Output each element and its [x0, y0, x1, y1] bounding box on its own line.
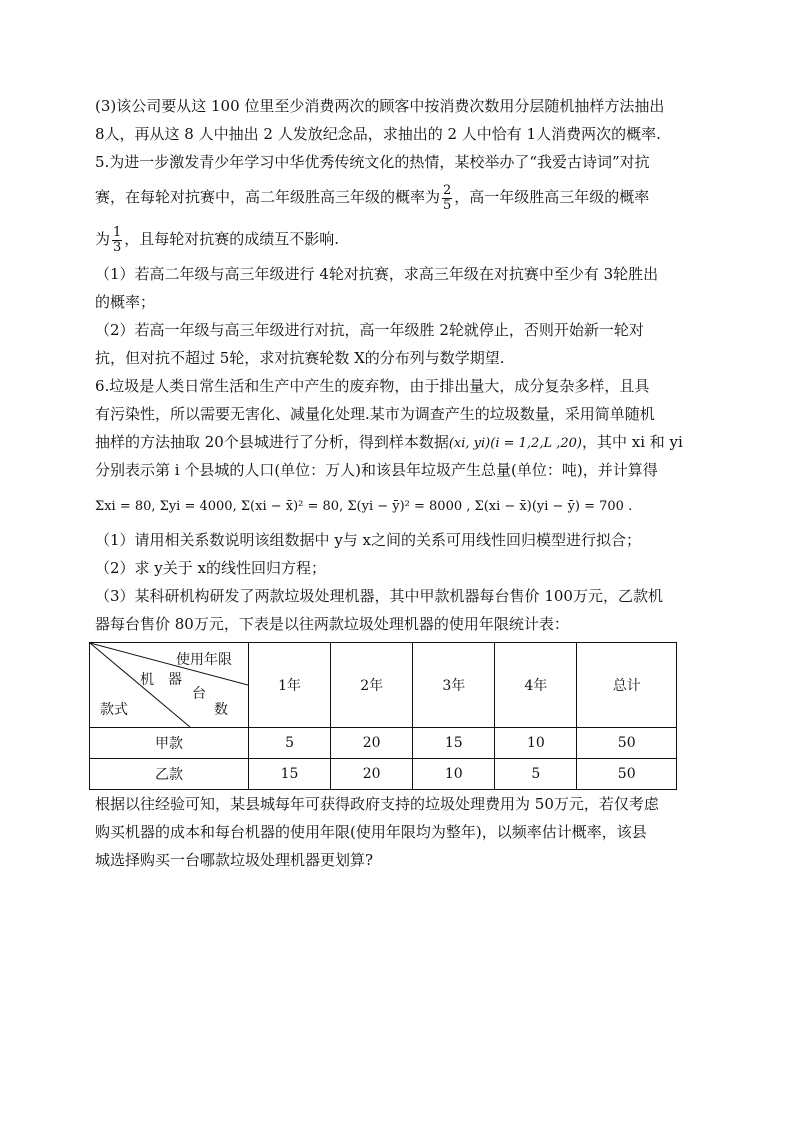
- table-cell: 50: [577, 728, 677, 759]
- table-cell: 50: [577, 759, 677, 790]
- problem-6-intro: 6.垃圾是人类日常生活和生产中产生的废弃物，由于排出量大，成分复杂多样，且具: [95, 377, 650, 395]
- text-line: （2）求 y关于 x的线性回归方程；: [95, 559, 327, 577]
- text-line: （1）请用相关系数说明该组数据中 y与 x之间的关系可用线性回归模型进行拟合；: [95, 531, 642, 549]
- column-header: 总计: [577, 643, 677, 728]
- text-line: 抽样的方法抽取 20个县城进行了分析，得到样本数据(xi, yi)(i = 1,2,L ,20)，其中 xi 和 yi: [95, 433, 683, 451]
- summation-formula-line: [95, 484, 695, 526]
- table-row: [90, 728, 677, 759]
- text-line: 购买机器的成本和每台机器的使用年限(使用年限均为整年)，以频率估计概率，该县: [95, 823, 647, 841]
- diagonal-header-cell: [90, 643, 249, 728]
- text-line: 8人，再从这 8 人中抽出 2 人发放纪念品，求抽出的 2 人中恰有 1人消费两次的概率.: [95, 125, 661, 143]
- text-line: (3)该公司要从这 100 位里至少消费两次的顾客中按消费次数用分层随机抽样方法抽出: [95, 97, 665, 115]
- row-label: 甲款: [90, 728, 249, 759]
- summation-formula: Σxi = 80, Σyi = 4000, Σ(xi − x̄)² = 80, Σ(yi − ȳ)² = 8000 , Σ(xi − x̄)(yi − ȳ) = 700 .: [95, 499, 633, 514]
- table-cell: 20: [331, 728, 413, 759]
- text-line: （2）若高一年级与高三年级进行对抗，高一年级胜 2轮就停止，否则开始新一轮对: [95, 321, 644, 339]
- header-model: 款式: [100, 702, 128, 718]
- table-row: [90, 759, 677, 790]
- text-line: 分别表示第 i 个县城的人口(单位：万人)和该县年垃圾产生总量(单位：吨)，并计算得: [95, 461, 658, 479]
- header-count: 数: [214, 702, 228, 718]
- header-usage-years: 使用年限: [176, 652, 232, 668]
- table-cell: 15: [413, 728, 495, 759]
- fraction-2-5: $\frac{2}{5}$: [443, 182, 452, 213]
- row-label: 乙款: [90, 759, 249, 790]
- text-line: 有污染性，所以需要无害化、减量化处理.某市为调查产生的垃圾数量，采用简单随机: [95, 405, 655, 423]
- header-machine: 机 器: [140, 672, 182, 688]
- column-header: 2年: [331, 643, 413, 728]
- text-line: 器每台售价 80万元，下表是以往两款垃圾处理机器的使用年限统计表：: [95, 615, 569, 633]
- text-line-with-fraction: 为 $\frac{1}{3}$ ，且每轮对抗赛的成绩互不影响.: [95, 224, 340, 255]
- text-line-with-fraction: 赛，在每轮对抗赛中，高二年级胜高三年级的概率为 $\frac{2}{5}$ ，高一年级胜高三年级的概率: [95, 182, 650, 213]
- fraction-1-3: $\frac{1}{3}$: [113, 224, 122, 255]
- table-cell: 20: [331, 759, 413, 790]
- table-cell: 5: [249, 728, 331, 759]
- document-page: [95, 92, 695, 874]
- table-cell: 10: [413, 759, 495, 790]
- column-header: 1年: [249, 643, 331, 728]
- table-cell: 10: [495, 728, 577, 759]
- sample-data-formula: (xi, yi)(i = 1,2,L ,20): [448, 436, 582, 451]
- column-header: 4年: [495, 643, 577, 728]
- header-tai: 台: [192, 686, 206, 702]
- problem-5-intro: 5.为进一步激发青少年学习中华优秀传统文化的热情，某校举办了“我爱古诗词”对抗: [95, 153, 650, 171]
- column-header: 3年: [413, 643, 495, 728]
- text-line: 城选择购买一台哪款垃圾处理机器更划算?: [95, 851, 374, 869]
- table-cell: 15: [249, 759, 331, 790]
- text-line: （3）某科研机构研发了两款垃圾处理机器，其中甲款机器每台售价 100万元，乙款机: [95, 587, 663, 605]
- text-line: 的概率；: [95, 293, 156, 311]
- text-line: （1）若高二年级与高三年级进行 4轮对抗赛，求高三年级在对抗赛中至少有 3轮胜出: [95, 265, 659, 283]
- text-line: 抗，但对抗不超过 5轮，求对抗赛轮数 X的分布列与数学期望.: [95, 349, 505, 367]
- usage-years-table: [89, 642, 677, 790]
- text-line: 根据以往经验可知，某县城每年可获得政府支持的垃圾处理费用为 50万元，若仅考虑: [95, 795, 659, 813]
- table-cell: 5: [495, 759, 577, 790]
